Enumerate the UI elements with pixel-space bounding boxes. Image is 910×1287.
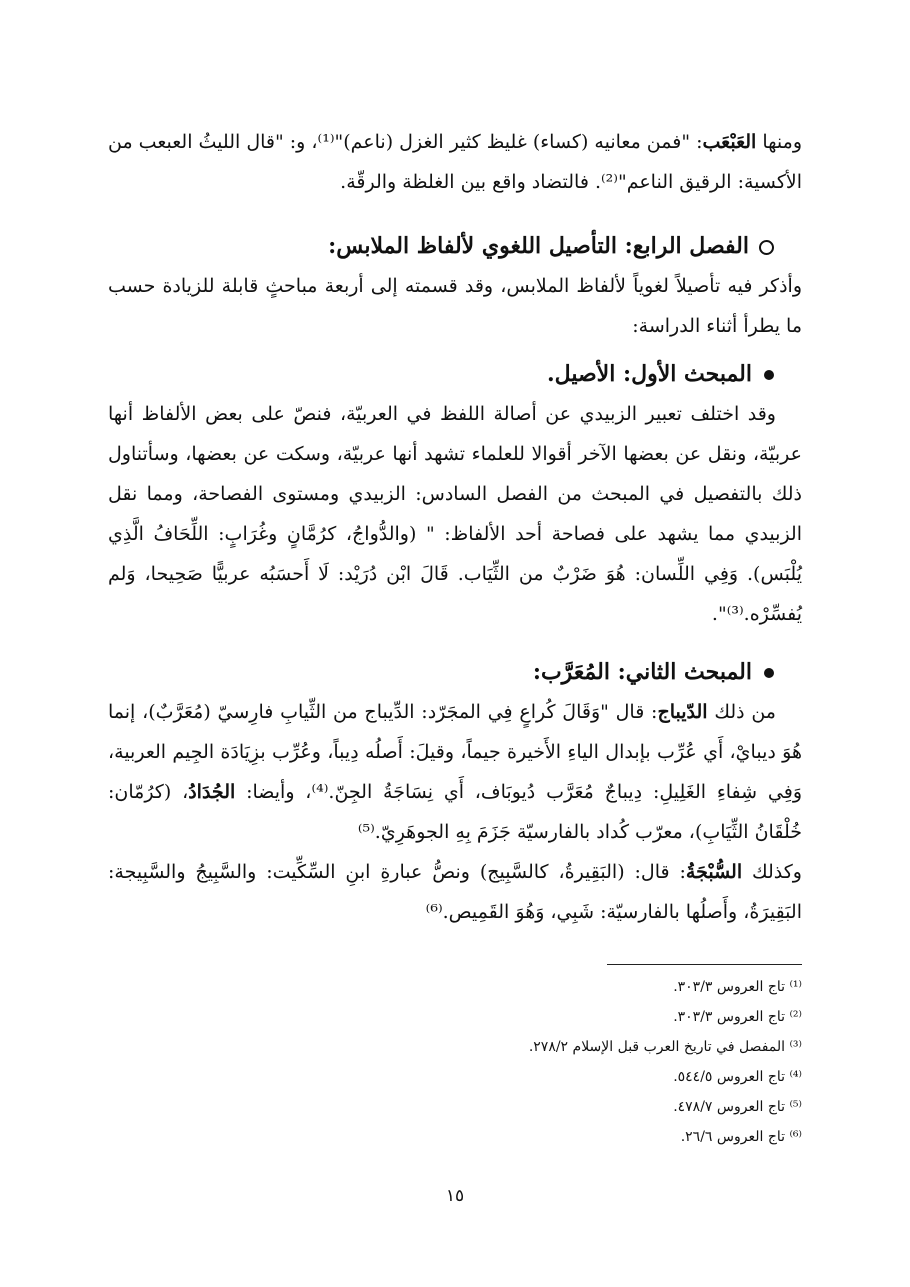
intro-paragraph bbox=[108, 122, 802, 202]
section-one-title: المبحث الأول: الأصيل. bbox=[547, 361, 752, 387]
section-two-paragraph-2 bbox=[108, 852, 802, 932]
section-one-body: وقد اختلف تعبير الزبيدي عن أصالة اللفظ في العربيّة، فنصّ على بعض الألفاظ أنها عربيّة، ونقل عن بعضها الآخر أقوالا للعلماء تشهد أنها عربيّة، وسكت عن بعضها، وسأتناول ذلك بالتفصيل في المبحث من الفصل السادس: الزبيدي ومستوى الفصاحة، ومما نقل الزبيدي مما يشهد على فصاحة أحد الألفاظ: " (والدُّواجُ، كرُمَّانٍ وغُرَابٍ: اللِّحَافُ الَّذِي يُلْبَس). وَفِي اللِّسان: هُوَ ضَرْبٌ من الثِّيَاب. قَالَ ابْن دُرَيْد: لَا أَحسَبُه عربيًّا صَحِيحا، وَلم يُفسِّرْه.⁽³⁾". bbox=[108, 403, 802, 625]
chapter-title: الفصل الرابع: التأصيل اللغوي لألفاظ الملابس: bbox=[328, 233, 749, 259]
page-number: ١٥ bbox=[445, 1186, 465, 1206]
chapter-body: وأذكر فيه تأصيلاً لغوياً لألفاظ الملابس، وقد قسمته إلى أربعة مباحثٍ قابلة للزيادة حسب ما يطرأ أثناء الدراسة: bbox=[108, 275, 802, 337]
p1-text-a: : قال "وَقَالَ كُراعٍ فِي المجَرّد: الدِّيباج من الثِّيابِ فارِسيّ (مُعَرَّبٌ)، إنما هُوَ ديبايْ، أَي عُرِّب بإبدال الياءِ الأَخيرة جيماً، وقيلَ: أَصلُه دِيباً، وعُرِّب بزِيَادَة الجِيم العربية، وَفِي شِفاءِ الغَلِيلِ: دِيباجٌ مُعَرَّب دُيوبَاف، أَي نِسَاجَةُ الجِنّ.⁽⁴⁾، وأيضا: bbox=[108, 701, 802, 803]
intro-text: : "فمن معانيه (كساء) غليظ كثير الغزل (ناعم)"⁽¹⁾، و: "قال الليثُ العبعب من الأكسية: الرقيق الناعم"⁽²⁾. فالتضاد واقع بين الغلظة والرقّة. bbox=[108, 131, 802, 193]
p2-text: : قال: (البَقِيرةُ، كالسَّبِيج) ونصُّ عبارةِ ابنِ السِّكِّيت: والسَّبِيجُ والسَّبِيجة: البَقِيرَةُ، وأَصلُها بالفارسيّة: شَبِي، وَهُوَ القَمِيص.⁽⁶⁾ bbox=[108, 861, 802, 923]
p2-lead: وكذلك bbox=[742, 861, 802, 883]
footnote: ⁽¹⁾ تاج العروس ٣٠٣/٣. bbox=[673, 979, 802, 995]
p1-lead: من ذلك bbox=[707, 701, 776, 723]
footnote: ⁽⁴⁾ تاج العروس ٥٤٤/٥. bbox=[673, 1069, 802, 1085]
p1-text-b: ، (كرُمّان: خُلْقَانُ الثِّيَابِ)، معرّب كُداد بالفارسيّة جَزَمَ بِهِ الجوهَرِيّ.⁽⁵⁾ bbox=[108, 781, 802, 843]
bullet-icon bbox=[764, 370, 774, 380]
intro-term: العَبْعَب bbox=[702, 131, 757, 153]
footnote: ⁽³⁾ المفصل في تاريخ العرب قبل الإسلام ٢٧٨/٢. bbox=[528, 1039, 802, 1055]
circle-bullet-icon bbox=[759, 240, 774, 255]
p1-term: الدّيباج bbox=[657, 701, 708, 723]
footnote-divider bbox=[607, 964, 802, 965]
footnote: ⁽²⁾ تاج العروس ٣٠٣/٣. bbox=[673, 1009, 802, 1025]
bullet-icon bbox=[764, 668, 774, 678]
section-two-paragraph-1 bbox=[108, 692, 802, 852]
p2-term: السُّبْجَةُ bbox=[685, 861, 743, 883]
section-one bbox=[108, 354, 802, 634]
footnote: ⁽⁶⁾ تاج العروس ٢٦/٦. bbox=[680, 1129, 802, 1145]
chapter-four bbox=[108, 226, 802, 346]
section-two-title: المبحث الثاني: المُعَرَّب: bbox=[532, 659, 752, 685]
intro-lead: ومنها bbox=[756, 131, 802, 153]
section-two bbox=[108, 652, 802, 932]
p1-term2: الجُدَادُ bbox=[188, 781, 236, 803]
footnotes bbox=[108, 972, 802, 1152]
footnote: ⁽⁵⁾ تاج العروس ٤٧٨/٧. bbox=[673, 1099, 802, 1115]
